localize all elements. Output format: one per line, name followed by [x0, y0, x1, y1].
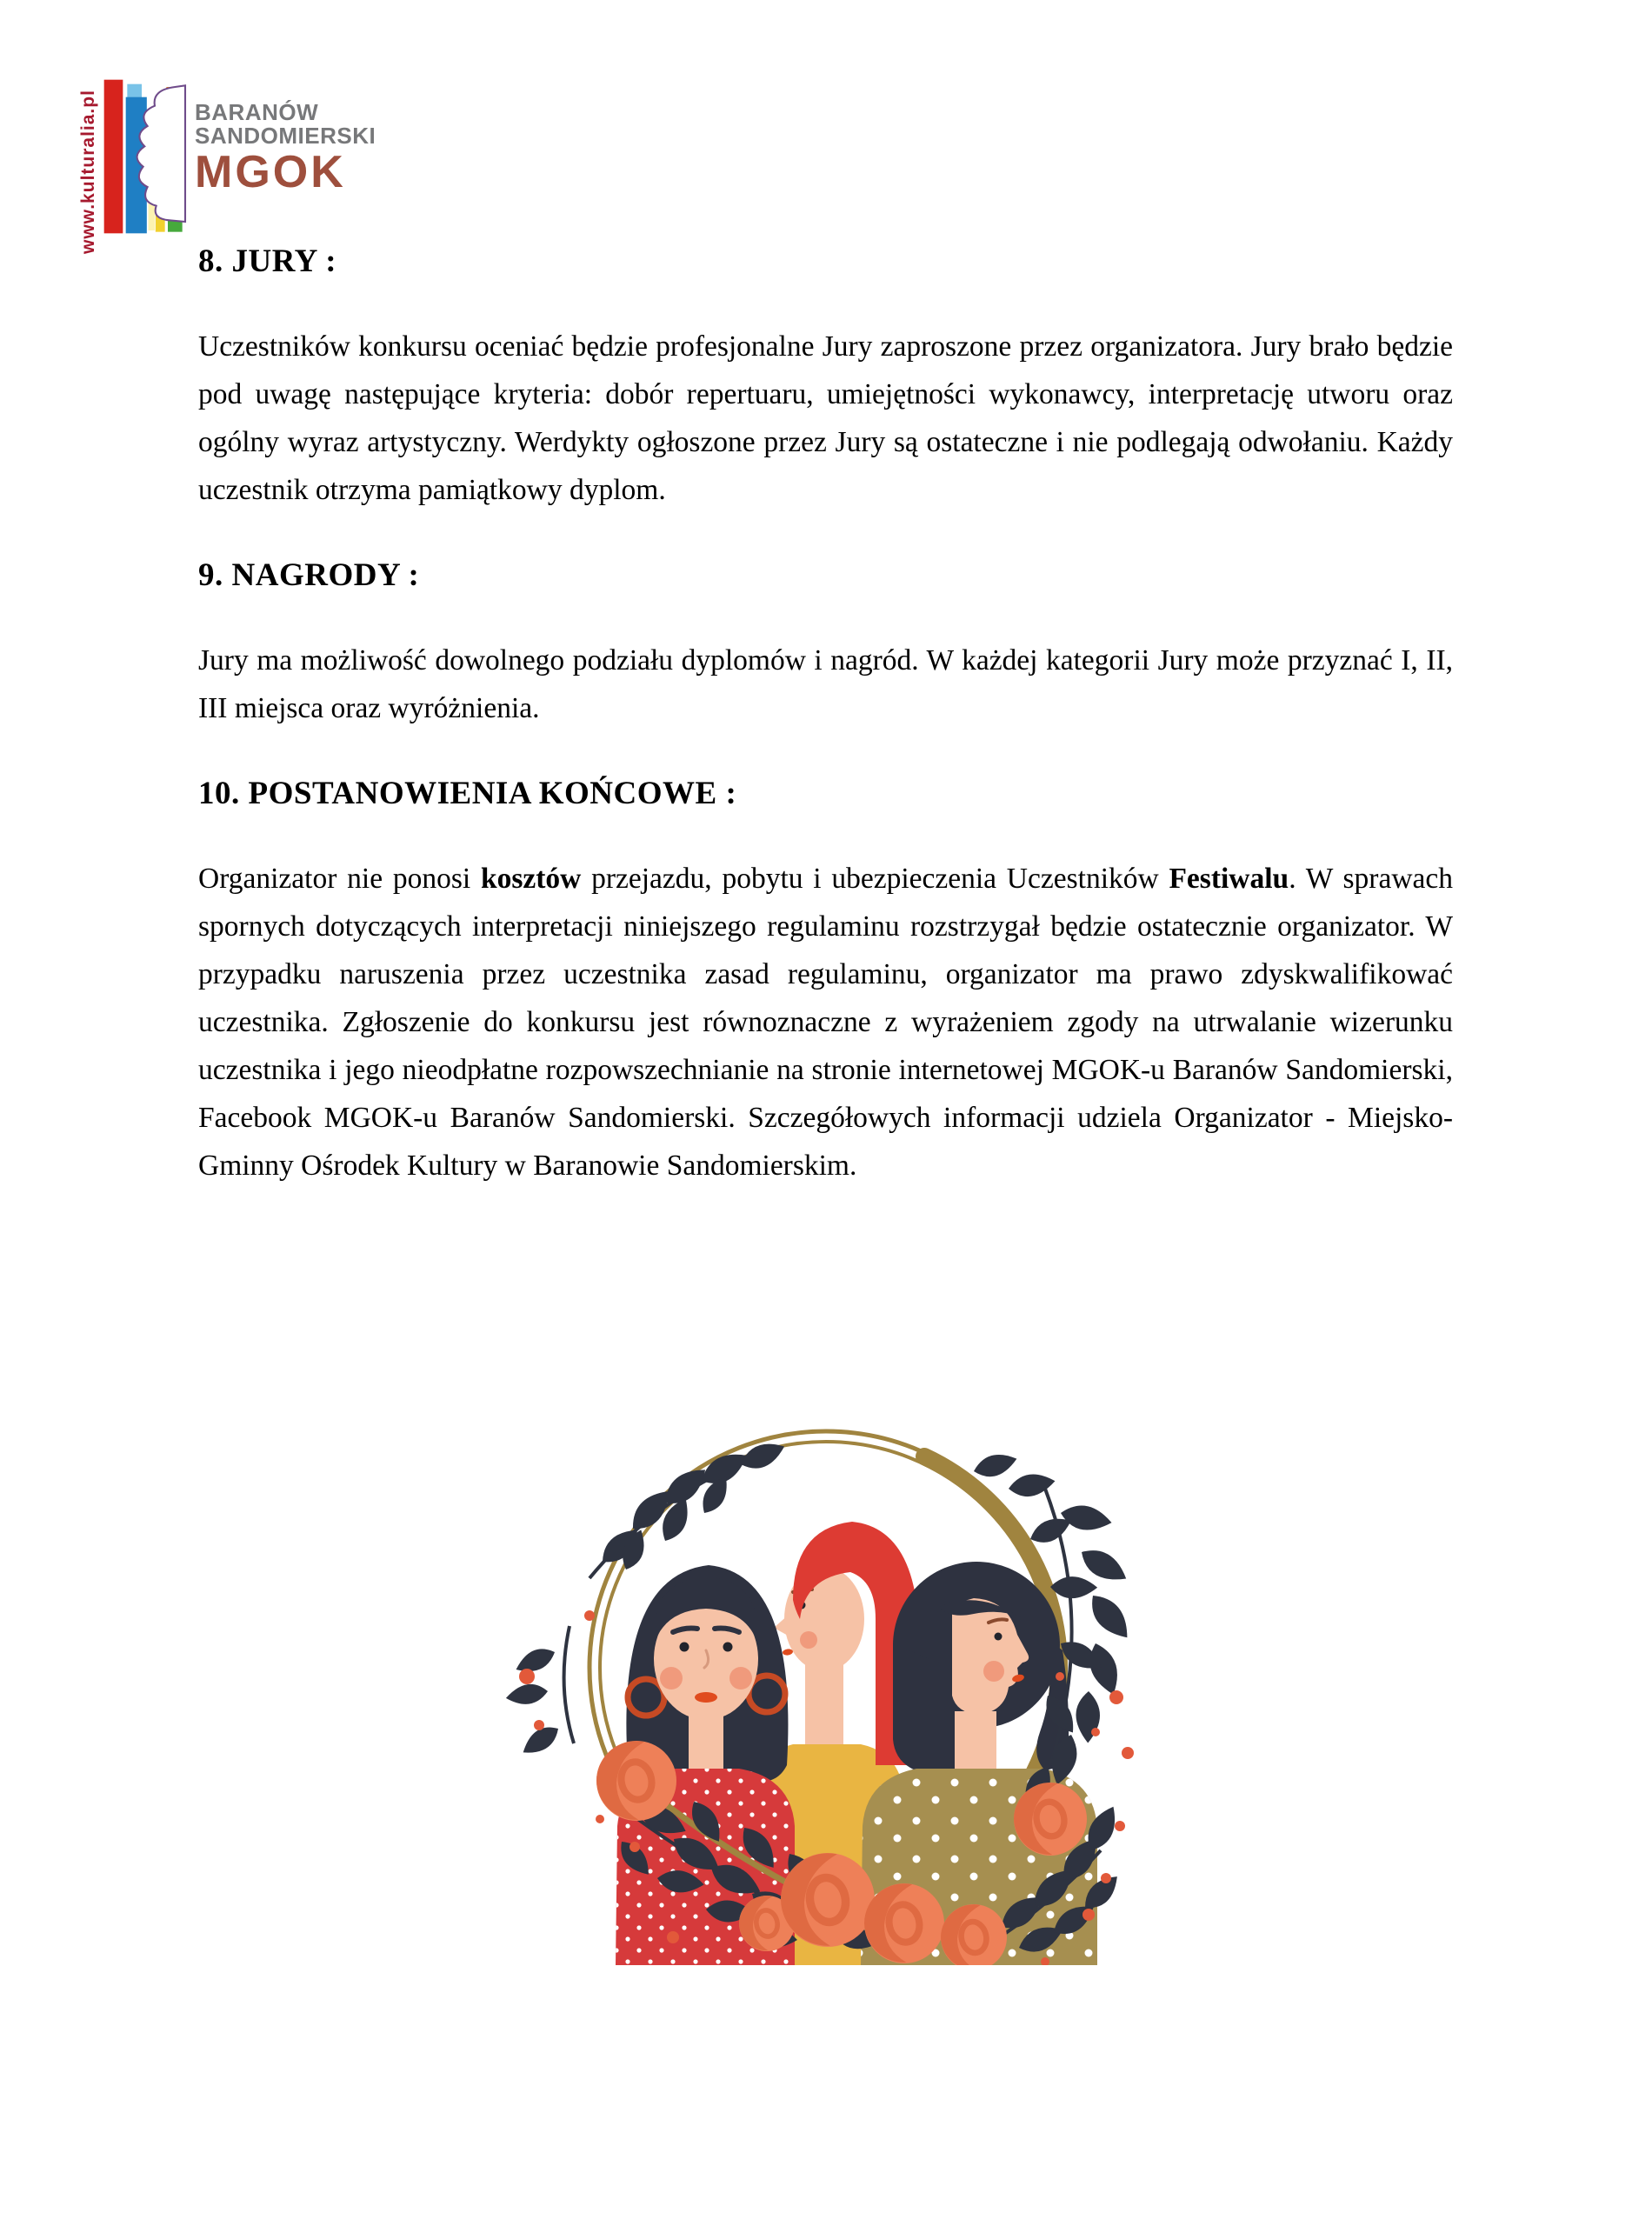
leaf-branch-upper-left — [590, 1438, 789, 1578]
logo-town-line2: SANDOMIERSKI — [195, 123, 376, 149]
section-paragraph — [198, 323, 1453, 514]
logo-website-url: www.kulturalia.pl — [78, 90, 98, 254]
bold-text-segment: Festiwalu — [1169, 863, 1289, 895]
text-segment: Jury ma możliwość dowolnego podziału dyplomów i nagród. W każdej kategorii Jury może przyznać I, II, III miejsca oraz wyróżnienia. — [198, 644, 1453, 724]
document-body — [198, 242, 1453, 1190]
section-heading: 9. NAGRODY : — [198, 557, 420, 593]
logo — [78, 61, 391, 261]
section-postanowienia — [198, 774, 1453, 1190]
text-segment: . W sprawach spornych dotyczących interpretacji niniejszego regulaminu rozstrzygał będzie ostatecznie organizator. W przypadku naruszenia przez uczestnika zasad regulaminu, organizator ma prawo zdyskwalifikować uczestnika. Zgłoszenie do konkursu jest równoznaczne z wyrażeniem zgody na utrwalanie wizerunku uczestnika i jego nieodpłatne rozpowszechnianie na stronie internetowej MGOK-u Baranów Sandomierski, Facebook MGOK-u Baranów Sandomierski. Szczegółowych informacji udziela Organizator - Miejsko-Gminny Ośrodek Kultury w Baranowie Sandomierskim. — [198, 863, 1453, 1182]
logo-org-acronym: MGOK — [195, 147, 346, 197]
bold-text-segment: kosztów — [480, 863, 582, 895]
text-segment: Uczestników konkursu oceniać będzie profesjonalne Jury zaproszone przez organizatora. Jury brało będzie pod uwagę następujące kryteria: dobór repertuaru, umiejętności wykonawcy, interpretację utworu oraz ogólny wyraz artystyczny. Werdykty ogłoszone przez Jury są ostateczne i nie podlegają odwołaniu. Każdy uczestnik otrzyma pamiątkowy dyplom. — [198, 330, 1453, 506]
logo-books-dove-graphic — [103, 61, 190, 252]
section-paragraph — [198, 636, 1453, 732]
text-segment: Organizator nie ponosi — [198, 863, 481, 895]
three-women-wreath-illustration — [487, 1391, 1165, 1965]
section-heading: 8. JURY : — [198, 243, 337, 279]
section-paragraph — [198, 855, 1453, 1190]
section-jury — [198, 242, 1453, 514]
logo-wordmark — [195, 101, 376, 197]
leaf-cluster-left — [505, 1610, 595, 1759]
logo-town-line1: BARANÓW — [195, 99, 319, 125]
section-nagrody — [198, 556, 1453, 732]
section-heading: 10. POSTANOWIENIA KOŃCOWE : — [198, 776, 737, 811]
text-segment: przejazdu, pobytu i ubezpieczenia Uczestników — [581, 863, 1169, 895]
